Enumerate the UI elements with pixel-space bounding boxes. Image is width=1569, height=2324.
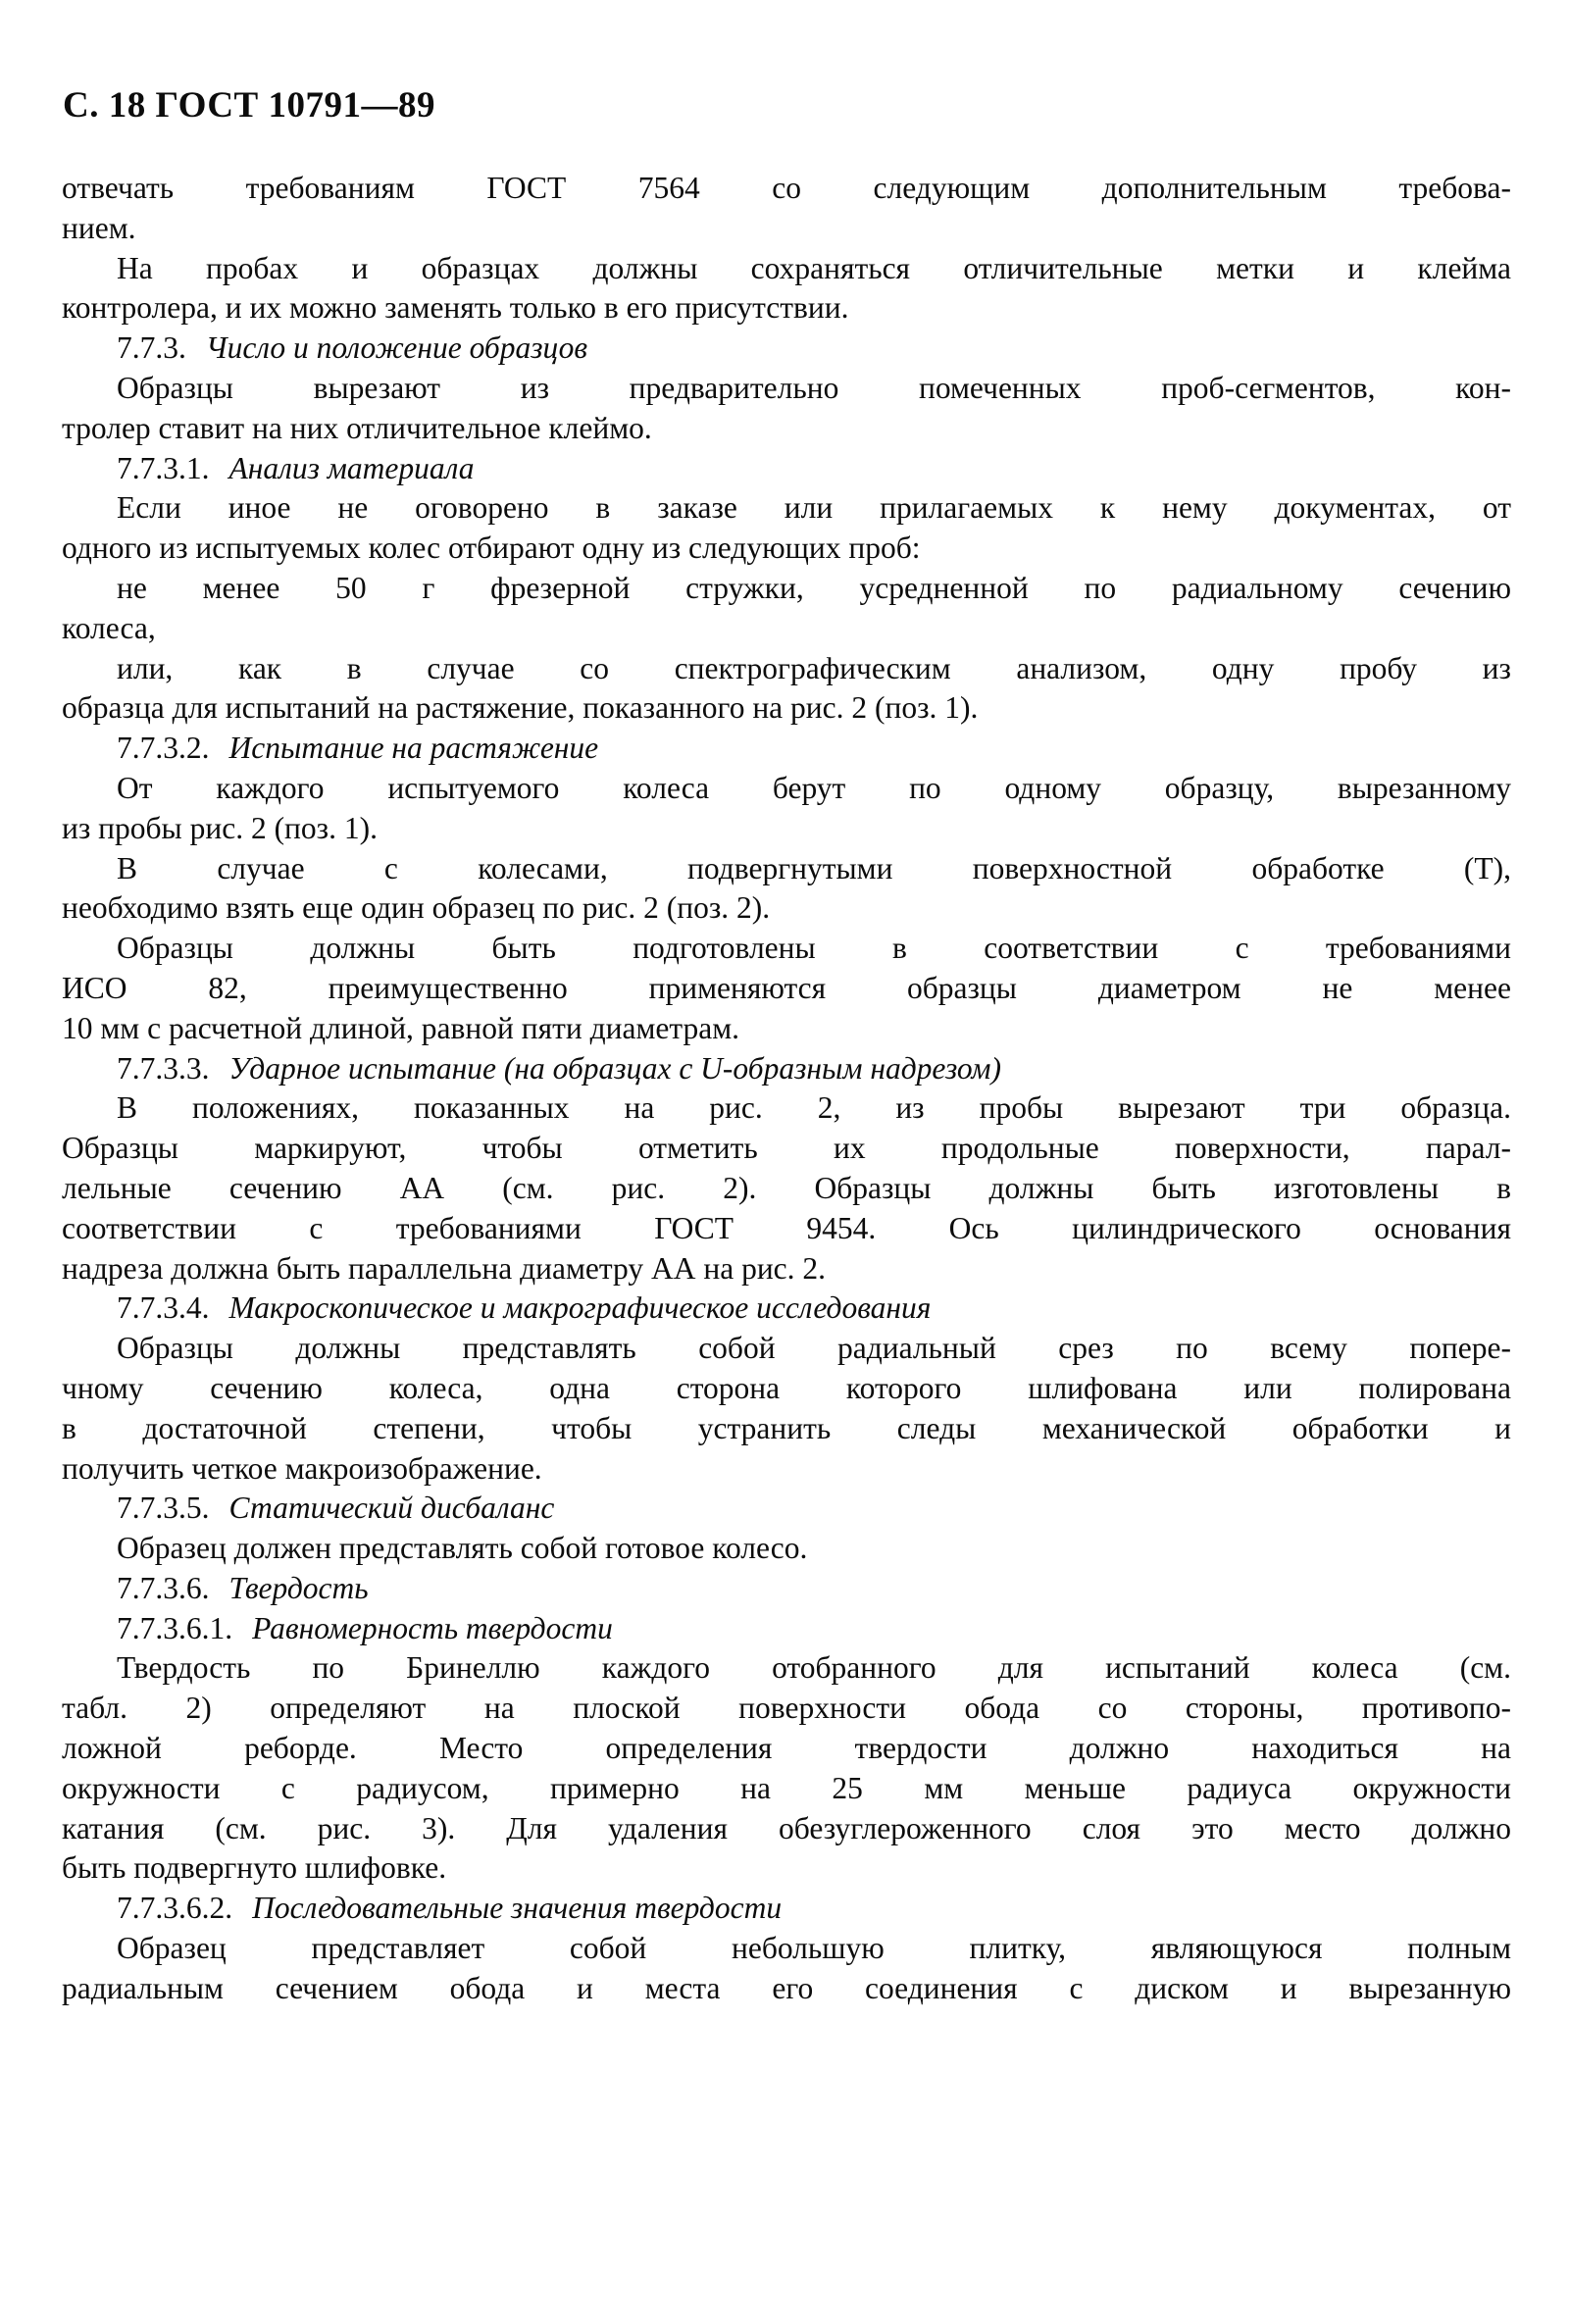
paragraph	[62, 929, 1511, 1048]
paragraph	[62, 569, 1511, 649]
text-line: или, как в случае со спектрографическим анализом, одну пробу из	[117, 650, 1511, 685]
text-line: чному сечению колеса, одна сторона которого шлифована или полирована	[62, 1370, 1511, 1405]
heading-title: Равномерность твердости	[252, 1610, 613, 1645]
heading-number: 7.7.3.1.	[117, 450, 210, 485]
heading-number: 7.7.3.6.	[117, 1570, 210, 1605]
section-heading	[62, 1288, 1511, 1329]
text-line: Образцы должны представлять собой радиальный срез по всему попере-	[117, 1331, 1511, 1366]
text-line: образца для испытаний на растяжение, показанного на рис. 2 (поз. 1).	[62, 690, 979, 726]
section-heading	[62, 1889, 1511, 1929]
section-heading	[62, 449, 1511, 489]
text-line: контролера, и их можно заменять только в его присутствии.	[62, 290, 849, 326]
text-line: соответствии с требованиями ГОСТ 9454. Ось цилиндрического основания	[62, 1210, 1511, 1245]
text-line: лельные сечению АА (см. рис. 2). Образцы должны быть изготовлены в	[62, 1170, 1511, 1205]
text-line: нием.	[62, 210, 136, 245]
paragraph	[62, 249, 1511, 329]
text-line: необходимо взять еще один образец по рис. 2 (поз. 2).	[62, 890, 771, 926]
text-line: окружности с радиусом, примерно на 25 мм меньше радиуса окружности	[62, 1770, 1511, 1805]
heading-number: 7.7.3.6.2.	[117, 1891, 233, 1926]
text-line: получить четкое макроизображение.	[62, 1450, 542, 1486]
text-body	[62, 169, 1511, 2009]
text-line: ложной реборде. Место определения твердости должно находиться на	[62, 1731, 1511, 1766]
text-line: На пробах и образцах должны сохраняться отличительные метки и клейма	[117, 250, 1511, 285]
heading-title: Число и положение образцов	[205, 330, 588, 366]
section-heading	[62, 1609, 1511, 1649]
text-line: радиальным сечением обода и места его соединения с диском и вырезанную	[62, 1970, 1511, 2005]
text-line: табл. 2) определяют на плоской поверхности обода со стороны, противопо-	[62, 1691, 1511, 1726]
paragraph	[62, 769, 1511, 849]
text-line: надреза должна быть параллельна диаметру АА на рис. 2.	[62, 1250, 827, 1286]
paragraph	[62, 849, 1511, 930]
heading-number: 7.7.3.	[117, 330, 186, 366]
text-line: Образцы маркируют, чтобы отметить их продольные поверхности, парал-	[62, 1131, 1511, 1166]
section-heading	[62, 729, 1511, 769]
paragraph	[62, 488, 1511, 569]
page-header: С. 18 ГОСТ 10791—89	[63, 85, 435, 126]
paragraph	[62, 1529, 1511, 1569]
paragraph	[62, 1929, 1511, 2009]
section-heading	[62, 328, 1511, 369]
heading-number: 7.7.3.2.	[117, 731, 210, 766]
section-heading	[62, 1569, 1511, 1609]
text-line: Образцы вырезают из предварительно помеченных проб-сегментов, кон-	[117, 370, 1511, 405]
heading-title: Макроскопическое и макрографическое исследования	[228, 1290, 932, 1326]
heading-title: Последовательные значения твердости	[252, 1891, 783, 1926]
heading-number: 7.7.3.3.	[117, 1050, 210, 1086]
paragraph	[62, 1329, 1511, 1489]
text-line: В случае с колесами, подвергнутыми поверхностной обработке (Т),	[117, 850, 1511, 885]
text-line: колеса,	[62, 610, 156, 645]
text-line: из пробы рис. 2 (поз. 1).	[62, 810, 378, 845]
text-line: 10 мм с расчетной длиной, равной пяти диаметрам.	[62, 1010, 740, 1045]
text-line: тролер ставит на них отличительное клеймо.	[62, 410, 652, 445]
text-line: одного из испытуемых колес отбирают одну из следующих проб:	[62, 530, 921, 566]
heading-title: Испытание на растяжение	[228, 731, 599, 766]
text-line: Образец представляет собой небольшую плитку, являющуюся полным	[117, 1931, 1511, 1966]
section-heading	[62, 1489, 1511, 1529]
paragraph	[62, 169, 1511, 249]
section-heading	[62, 1049, 1511, 1089]
text-line: быть подвергнуто шлифовке.	[62, 1850, 447, 1886]
paragraph	[62, 369, 1511, 449]
heading-number: 7.7.3.6.1.	[117, 1610, 233, 1645]
heading-number: 7.7.3.4.	[117, 1290, 210, 1326]
heading-number: 7.7.3.5.	[117, 1490, 210, 1526]
text-line: Твердость по Бринеллю каждого отобранного для испытаний колеса (см.	[117, 1650, 1511, 1686]
paragraph	[62, 649, 1511, 730]
text-line: Если иное не оговорено в заказе или прилагаемых к нему документах, от	[117, 490, 1511, 526]
text-line: В положениях, показанных на рис. 2, из пробы вырезают три образца.	[117, 1090, 1511, 1126]
heading-title: Ударное испытание (на образцах с U-образным надрезом)	[228, 1050, 1001, 1086]
text-line: катания (см. рис. 3). Для удаления обезуглероженного слоя это место должно	[62, 1810, 1511, 1845]
heading-title: Твердость	[228, 1570, 369, 1605]
heading-title: Статический дисбаланс	[228, 1490, 555, 1526]
text-line: отвечать требованиям ГОСТ 7564 со следующим дополнительным требова-	[62, 171, 1511, 205]
text-line: ИСО 82, преимущественно применяются образцы диаметром не менее	[62, 970, 1511, 1005]
text-line: в достаточной степени, чтобы устранить следы механической обработки и	[62, 1410, 1511, 1445]
text-line: не менее 50 г фрезерной стружки, усредненной по радиальному сечению	[117, 570, 1511, 605]
paragraph	[62, 1648, 1511, 1889]
text-line: От каждого испытуемого колеса берут по одному образцу, вырезанному	[117, 770, 1511, 805]
text-line: Образец должен представлять собой готовое колесо.	[117, 1531, 808, 1566]
text-line: Образцы должны быть подготовлены в соответствии с требованиями	[117, 931, 1511, 966]
heading-title: Анализ материала	[228, 450, 475, 485]
paragraph	[62, 1088, 1511, 1288]
